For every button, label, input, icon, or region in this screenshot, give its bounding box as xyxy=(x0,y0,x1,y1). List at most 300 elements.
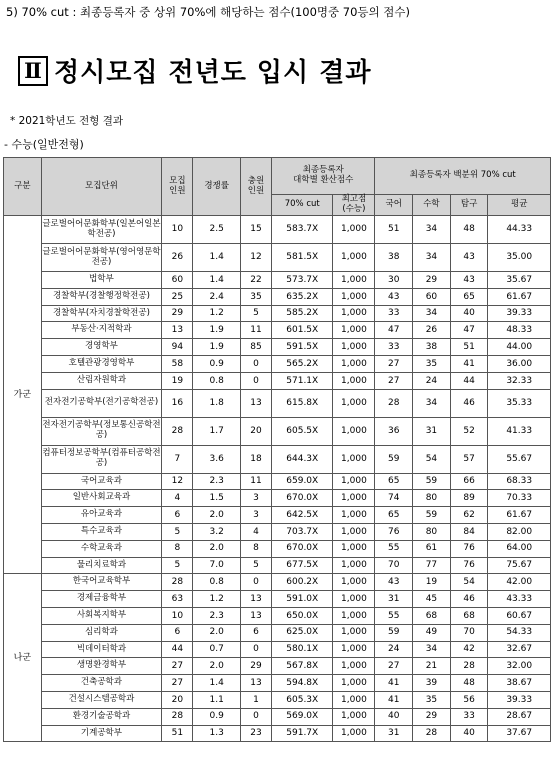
value-cell: 1.5 xyxy=(193,490,240,507)
value-cell: 605.3X xyxy=(272,691,333,708)
table-row xyxy=(4,445,551,473)
value-cell: 6 xyxy=(240,624,271,641)
value-cell: 51 xyxy=(375,216,413,244)
value-cell: 0 xyxy=(240,355,271,372)
value-cell: 20 xyxy=(240,417,271,445)
value-cell: 18 xyxy=(240,445,271,473)
value-cell: 46 xyxy=(450,389,488,417)
value-cell: 47 xyxy=(375,322,413,339)
value-cell: 569.0X xyxy=(272,708,333,725)
value-cell: 43 xyxy=(375,288,413,305)
value-cell: 8 xyxy=(162,540,193,557)
header-inquiry: 탐구 xyxy=(450,195,488,216)
table-row xyxy=(4,339,551,356)
value-cell: 26 xyxy=(413,322,451,339)
value-cell: 52 xyxy=(450,417,488,445)
value-cell: 1,000 xyxy=(333,607,375,624)
table-row xyxy=(4,675,551,692)
value-cell: 34 xyxy=(413,244,451,272)
value-cell: 0 xyxy=(240,574,271,591)
value-cell: 1,000 xyxy=(333,355,375,372)
value-cell: 29 xyxy=(413,708,451,725)
value-cell: 44 xyxy=(162,641,193,658)
table-row xyxy=(4,708,551,725)
value-cell: 59 xyxy=(375,624,413,641)
value-cell: 33 xyxy=(375,305,413,322)
unit-name-cell: 글로벌어어문화학부(일본어일본학전공) xyxy=(41,216,162,244)
value-cell: 567.8X xyxy=(272,658,333,675)
value-cell: 68 xyxy=(450,607,488,624)
value-cell: 43 xyxy=(450,244,488,272)
value-cell: 29 xyxy=(240,658,271,675)
unit-name-cell: 환경기술공학과 xyxy=(41,708,162,725)
cut-footnote: 5) 70% cut : 최종등록자 중 상위 70%에 해당하는 점수(100명중 70등의 점수) xyxy=(6,5,410,19)
header-average: 평균 xyxy=(488,195,551,216)
value-cell: 0.7 xyxy=(193,641,240,658)
section-heading xyxy=(18,52,371,89)
value-cell: 591.0X xyxy=(272,591,333,608)
unit-name-cell: 법학부 xyxy=(41,272,162,289)
unit-name-cell: 심리학과 xyxy=(41,624,162,641)
table-row xyxy=(4,372,551,389)
value-cell: 1,000 xyxy=(333,288,375,305)
value-cell: 2.4 xyxy=(193,288,240,305)
value-cell: 39.33 xyxy=(488,305,551,322)
value-cell: 75.67 xyxy=(488,557,551,574)
value-cell: 70 xyxy=(450,624,488,641)
unit-name-cell: 특수교육과 xyxy=(41,523,162,540)
value-cell: 28 xyxy=(162,708,193,725)
value-cell: 1,000 xyxy=(333,490,375,507)
value-cell: 1,000 xyxy=(333,574,375,591)
table-row xyxy=(4,355,551,372)
value-cell: 5 xyxy=(162,557,193,574)
value-cell: 19 xyxy=(413,574,451,591)
value-cell: 24 xyxy=(375,641,413,658)
value-cell: 581.5X xyxy=(272,244,333,272)
value-cell: 677.5X xyxy=(272,557,333,574)
unit-name-cell: 생명환경학부 xyxy=(41,658,162,675)
value-cell: 16 xyxy=(162,389,193,417)
value-cell: 1,000 xyxy=(333,216,375,244)
value-cell: 670.0X xyxy=(272,490,333,507)
value-cell: 650.0X xyxy=(272,607,333,624)
value-cell: 36.00 xyxy=(488,355,551,372)
value-cell: 54 xyxy=(413,445,451,473)
value-cell: 23 xyxy=(240,725,271,742)
value-cell: 1.4 xyxy=(193,244,240,272)
value-cell: 585.2X xyxy=(272,305,333,322)
value-cell: 39 xyxy=(413,675,451,692)
value-cell: 5 xyxy=(162,523,193,540)
value-cell: 28 xyxy=(162,574,193,591)
value-cell: 1.9 xyxy=(193,339,240,356)
value-cell: 19 xyxy=(162,372,193,389)
value-cell: 35.00 xyxy=(488,244,551,272)
value-cell: 24 xyxy=(413,372,451,389)
value-cell: 1,000 xyxy=(333,305,375,322)
table-row xyxy=(4,607,551,624)
unit-name-cell: 경영학부 xyxy=(41,339,162,356)
value-cell: 84 xyxy=(450,523,488,540)
value-cell: 49 xyxy=(413,624,451,641)
header-math: 수학 xyxy=(413,195,451,216)
value-cell: 70.33 xyxy=(488,490,551,507)
value-cell: 42.00 xyxy=(488,574,551,591)
table-row xyxy=(4,523,551,540)
value-cell: 41 xyxy=(450,355,488,372)
value-cell: 13 xyxy=(240,675,271,692)
value-cell: 76 xyxy=(450,540,488,557)
value-cell: 2.0 xyxy=(193,658,240,675)
value-cell: 34 xyxy=(413,389,451,417)
header-70cut: 70% cut xyxy=(272,195,333,216)
value-cell: 40 xyxy=(375,708,413,725)
page-title: 정시모집 전년도 입시 결과 xyxy=(54,58,372,88)
value-cell: 11 xyxy=(240,473,271,490)
unit-name-cell: 컴퓨터정보공학부(컴퓨터공학전공) xyxy=(41,445,162,473)
table-row xyxy=(4,288,551,305)
value-cell: 76 xyxy=(450,557,488,574)
value-cell: 10 xyxy=(162,607,193,624)
value-cell: 2.0 xyxy=(193,624,240,641)
year-subtitle: * 2021학년도 전형 결과 xyxy=(10,115,123,127)
table-row xyxy=(4,591,551,608)
unit-name-cell: 사회복지학부 xyxy=(41,607,162,624)
value-cell: 44.33 xyxy=(488,216,551,244)
value-cell: 1,000 xyxy=(333,244,375,272)
group-label: 가군 xyxy=(4,216,42,574)
value-cell: 63 xyxy=(162,591,193,608)
value-cell: 62 xyxy=(450,507,488,524)
unit-name-cell: 유아교육과 xyxy=(41,507,162,524)
value-cell: 40 xyxy=(450,725,488,742)
value-cell: 565.2X xyxy=(272,355,333,372)
value-cell: 44.00 xyxy=(488,339,551,356)
value-cell: 8 xyxy=(240,540,271,557)
table-row xyxy=(4,305,551,322)
header-final-scores: 최종등록자 대학별 환산점수 xyxy=(272,158,375,195)
value-cell: 31 xyxy=(413,417,451,445)
unit-name-cell: 빅데이터학과 xyxy=(41,641,162,658)
value-cell: 6 xyxy=(162,624,193,641)
value-cell: 31 xyxy=(375,725,413,742)
value-cell: 68 xyxy=(413,607,451,624)
value-cell: 1.2 xyxy=(193,305,240,322)
value-cell: 1,000 xyxy=(333,322,375,339)
value-cell: 2.3 xyxy=(193,607,240,624)
unit-name-cell: 글로벌어어문화학부(영어영문학전공) xyxy=(41,244,162,272)
value-cell: 7 xyxy=(162,445,193,473)
value-cell: 80 xyxy=(413,523,451,540)
value-cell: 89 xyxy=(450,490,488,507)
table-body xyxy=(4,216,551,742)
value-cell: 600.2X xyxy=(272,574,333,591)
value-cell: 605.5X xyxy=(272,417,333,445)
value-cell: 635.2X xyxy=(272,288,333,305)
value-cell: 10 xyxy=(162,216,193,244)
value-cell: 12 xyxy=(162,473,193,490)
table-row xyxy=(4,473,551,490)
value-cell: 61.67 xyxy=(488,288,551,305)
table-row xyxy=(4,417,551,445)
value-cell: 642.5X xyxy=(272,507,333,524)
admission-results-table xyxy=(3,157,551,742)
value-cell: 591.5X xyxy=(272,339,333,356)
value-cell: 2.0 xyxy=(193,507,240,524)
value-cell: 11 xyxy=(240,322,271,339)
value-cell: 3.6 xyxy=(193,445,240,473)
unit-name-cell: 산림자원학과 xyxy=(41,372,162,389)
value-cell: 35 xyxy=(413,355,451,372)
value-cell: 1,000 xyxy=(333,372,375,389)
header-percentile: 최종등록자 백분위 70% cut xyxy=(375,158,551,195)
value-cell: 27 xyxy=(375,372,413,389)
value-cell: 1,000 xyxy=(333,591,375,608)
value-cell: 66 xyxy=(450,473,488,490)
value-cell: 0 xyxy=(240,708,271,725)
table-row xyxy=(4,389,551,417)
value-cell: 580.1X xyxy=(272,641,333,658)
value-cell: 1,000 xyxy=(333,691,375,708)
header-competition: 경쟁률 xyxy=(193,158,240,216)
value-cell: 68.33 xyxy=(488,473,551,490)
value-cell: 43 xyxy=(450,272,488,289)
value-cell: 1 xyxy=(240,691,271,708)
value-cell: 1,000 xyxy=(333,445,375,473)
value-cell: 60.67 xyxy=(488,607,551,624)
table-row xyxy=(4,490,551,507)
unit-name-cell: 한국어교육학부 xyxy=(41,574,162,591)
value-cell: 0 xyxy=(240,641,271,658)
value-cell: 659.0X xyxy=(272,473,333,490)
header-unit: 모집단위 xyxy=(41,158,162,216)
value-cell: 33 xyxy=(450,708,488,725)
value-cell: 1,000 xyxy=(333,641,375,658)
value-cell: 32.67 xyxy=(488,641,551,658)
value-cell: 39.33 xyxy=(488,691,551,708)
value-cell: 7.0 xyxy=(193,557,240,574)
value-cell: 94 xyxy=(162,339,193,356)
value-cell: 41 xyxy=(375,675,413,692)
value-cell: 38.67 xyxy=(488,675,551,692)
value-cell: 34 xyxy=(413,216,451,244)
value-cell: 28 xyxy=(162,417,193,445)
value-cell: 2.3 xyxy=(193,473,240,490)
value-cell: 59 xyxy=(375,445,413,473)
value-cell: 1,000 xyxy=(333,675,375,692)
value-cell: 28 xyxy=(375,389,413,417)
value-cell: 74 xyxy=(375,490,413,507)
value-cell: 3 xyxy=(240,507,271,524)
table-row xyxy=(4,507,551,524)
unit-name-cell: 기계공학부 xyxy=(41,725,162,742)
table-row xyxy=(4,641,551,658)
value-cell: 65 xyxy=(450,288,488,305)
table-row xyxy=(4,691,551,708)
value-cell: 65 xyxy=(375,507,413,524)
value-cell: 27 xyxy=(162,675,193,692)
value-cell: 54.33 xyxy=(488,624,551,641)
value-cell: 5 xyxy=(240,557,271,574)
table-row xyxy=(4,658,551,675)
value-cell: 28.67 xyxy=(488,708,551,725)
value-cell: 1,000 xyxy=(333,417,375,445)
value-cell: 34 xyxy=(413,641,451,658)
value-cell: 55 xyxy=(375,607,413,624)
value-cell: 0.9 xyxy=(193,355,240,372)
value-cell: 37.67 xyxy=(488,725,551,742)
value-cell: 44 xyxy=(450,372,488,389)
value-cell: 6 xyxy=(162,507,193,524)
value-cell: 59 xyxy=(413,473,451,490)
value-cell: 55.67 xyxy=(488,445,551,473)
value-cell: 85 xyxy=(240,339,271,356)
value-cell: 57 xyxy=(450,445,488,473)
value-cell: 27 xyxy=(375,658,413,675)
value-cell: 1,000 xyxy=(333,389,375,417)
table-row xyxy=(4,557,551,574)
value-cell: 21 xyxy=(413,658,451,675)
value-cell: 65 xyxy=(375,473,413,490)
value-cell: 1.8 xyxy=(193,389,240,417)
value-cell: 4 xyxy=(162,490,193,507)
value-cell: 32.33 xyxy=(488,372,551,389)
value-cell: 54 xyxy=(450,574,488,591)
value-cell: 28 xyxy=(413,725,451,742)
value-cell: 1.9 xyxy=(193,322,240,339)
group-label: 나군 xyxy=(4,574,42,742)
value-cell: 1,000 xyxy=(333,272,375,289)
unit-name-cell: 수학교육과 xyxy=(41,540,162,557)
value-cell: 60 xyxy=(162,272,193,289)
value-cell: 1,000 xyxy=(333,658,375,675)
unit-name-cell: 전자전기공학부(전기공학전공) xyxy=(41,389,162,417)
value-cell: 1,000 xyxy=(333,523,375,540)
value-cell: 594.8X xyxy=(272,675,333,692)
value-cell: 70 xyxy=(375,557,413,574)
value-cell: 571.1X xyxy=(272,372,333,389)
value-cell: 45 xyxy=(413,591,451,608)
unit-name-cell: 건축공학과 xyxy=(41,675,162,692)
value-cell: 1,000 xyxy=(333,540,375,557)
value-cell: 31 xyxy=(375,591,413,608)
value-cell: 38 xyxy=(375,244,413,272)
value-cell: 1.2 xyxy=(193,591,240,608)
value-cell: 43 xyxy=(375,574,413,591)
value-cell: 28 xyxy=(450,658,488,675)
value-cell: 1.4 xyxy=(193,272,240,289)
table-row xyxy=(4,216,551,244)
value-cell: 1.4 xyxy=(193,675,240,692)
value-cell: 32.00 xyxy=(488,658,551,675)
value-cell: 2.0 xyxy=(193,540,240,557)
value-cell: 80 xyxy=(413,490,451,507)
value-cell: 40 xyxy=(450,305,488,322)
value-cell: 48.33 xyxy=(488,322,551,339)
header-quota: 모집 인원 xyxy=(162,158,193,216)
value-cell: 43.33 xyxy=(488,591,551,608)
unit-name-cell: 경제금융학부 xyxy=(41,591,162,608)
unit-name-cell: 일반사회교육과 xyxy=(41,490,162,507)
value-cell: 0 xyxy=(240,372,271,389)
unit-name-cell: 건설시스템공학과 xyxy=(41,691,162,708)
value-cell: 35 xyxy=(413,691,451,708)
value-cell: 1,000 xyxy=(333,473,375,490)
value-cell: 41 xyxy=(375,691,413,708)
value-cell: 591.7X xyxy=(272,725,333,742)
header-max: 최고점 (수능) xyxy=(333,195,375,216)
unit-name-cell: 국어교육과 xyxy=(41,473,162,490)
value-cell: 76 xyxy=(375,523,413,540)
header-group: 구분 xyxy=(4,158,42,216)
unit-name-cell: 경찰학부(경찰행정학전공) xyxy=(41,288,162,305)
table-row xyxy=(4,272,551,289)
value-cell: 34 xyxy=(413,305,451,322)
value-cell: 0.8 xyxy=(193,574,240,591)
value-cell: 30 xyxy=(375,272,413,289)
value-cell: 5 xyxy=(240,305,271,322)
value-cell: 77 xyxy=(413,557,451,574)
table-row xyxy=(4,574,551,591)
value-cell: 35.33 xyxy=(488,389,551,417)
value-cell: 573.7X xyxy=(272,272,333,289)
unit-name-cell: 부동산·지적학과 xyxy=(41,322,162,339)
value-cell: 51 xyxy=(162,725,193,742)
value-cell: 601.5X xyxy=(272,322,333,339)
value-cell: 670.0X xyxy=(272,540,333,557)
value-cell: 22 xyxy=(240,272,271,289)
value-cell: 1.1 xyxy=(193,691,240,708)
value-cell: 1,000 xyxy=(333,725,375,742)
value-cell: 615.8X xyxy=(272,389,333,417)
value-cell: 29 xyxy=(413,272,451,289)
value-cell: 38 xyxy=(413,339,451,356)
value-cell: 60 xyxy=(413,288,451,305)
value-cell: 4 xyxy=(240,523,271,540)
value-cell: 1,000 xyxy=(333,339,375,356)
roman-numeral-badge: Ⅱ xyxy=(18,56,48,86)
value-cell: 41.33 xyxy=(488,417,551,445)
value-cell: 644.3X xyxy=(272,445,333,473)
value-cell: 26 xyxy=(162,244,193,272)
value-cell: 42 xyxy=(450,641,488,658)
value-cell: 61 xyxy=(413,540,451,557)
value-cell: 47 xyxy=(450,322,488,339)
value-cell: 29 xyxy=(162,305,193,322)
value-cell: 58 xyxy=(162,355,193,372)
value-cell: 20 xyxy=(162,691,193,708)
header-korean: 국어 xyxy=(375,195,413,216)
value-cell: 48 xyxy=(450,216,488,244)
value-cell: 35.67 xyxy=(488,272,551,289)
value-cell: 55 xyxy=(375,540,413,557)
value-cell: 703.7X xyxy=(272,523,333,540)
value-cell: 56 xyxy=(450,691,488,708)
value-cell: 3 xyxy=(240,490,271,507)
value-cell: 0.9 xyxy=(193,708,240,725)
value-cell: 46 xyxy=(450,591,488,608)
value-cell: 61.67 xyxy=(488,507,551,524)
value-cell: 64.00 xyxy=(488,540,551,557)
unit-name-cell: 호텔관광경영학부 xyxy=(41,355,162,372)
table-row xyxy=(4,624,551,641)
value-cell: 13 xyxy=(240,591,271,608)
value-cell: 2.5 xyxy=(193,216,240,244)
value-cell: 1.7 xyxy=(193,417,240,445)
header-waitlist: 충원 인원 xyxy=(240,158,271,216)
value-cell: 15 xyxy=(240,216,271,244)
